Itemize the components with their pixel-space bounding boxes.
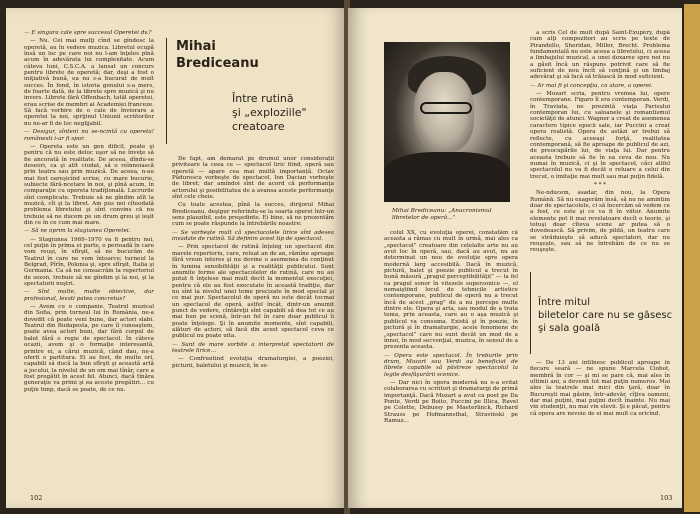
section-heading-line-2: biletelor care nu se găsesc — [538, 310, 673, 321]
photo-caption: Mihai Brediceanu: „Anacronismul libretelor de operă..." — [392, 208, 492, 221]
page-number-left: 102 — [30, 494, 43, 502]
portrait-photo — [384, 42, 510, 202]
portrait-body — [384, 152, 510, 202]
paragraph: — Stagiunea 1969–1970 va fi pentru noi, cel puţin în prima ei parte, o perioadă în care vom reuşi, în sfîrşit, să ne bucurăm de Teatrul în care ne vom întoarce; turneul la Belgrad, Pîrîn, Polonia şi, spre sfîrşit, Italia şi Germania. Ca să ne consacrăm la repertoriul de sezon, trebuie să ne gîndim şi la noi, şi la spectatorii noştri. — [24, 236, 154, 288]
paragraph: — Nu. Cei mai mulţi cînd se gîndesc la operetă, au în vedere muzica. Libretul ocupă însă un loc pe care noi nu l-am înţeles pînă acum în adevărata lui complexitate. Acum câteva luni, C.S.C.A. a lansat un concurs pentru librete de operetă; dar, deşi a fost o iniţiativă bună, ea nu s-a bucurat de mult succes. În fond, în istoria genului s-a mers, de foarte dată, de la librete spre muzică şi nu invers. Librete fără Offenbach, tatăl operetei, erau scrise de membri ai Academiei franceze. Să facă vorbire de o cale de înviorare a operetei la noi, sprijinul Uniunii scriitorilor nu ne-ar fi de loc neglijabil. — [24, 38, 154, 127]
left-column-interview — [24, 30, 154, 478]
interview-question: — Sunt de mare vorbite a interpretat spectatorii de teatrele lirice… — [172, 341, 334, 354]
interview-question: — Sînt multe, multe obiective, dar profesional, levati patea concretus? — [24, 289, 154, 302]
subtitle-line-3: creatoare — [232, 120, 285, 133]
right-column-3 — [530, 360, 670, 482]
interview-question: — Desigur, sînteni nu se-ncintă cu opereta! romănesti i-ar fi spor. — [24, 129, 154, 142]
page-number-right: 103 — [660, 494, 673, 502]
interview-question: — Se vorbeşte mult că spectacolele lirice sînt adesea invadate de rutină. Să definim acest tip de spectacol. — [172, 229, 334, 243]
title-line-2: Brediceanu — [176, 56, 259, 71]
paragraph: colul XX, cu evoluţia operei, constatăm că aceasta a rămas cu mult în urmă, mai ales ca „spectacol” creatoare din celelalte arte nu au avut loc în operă, sau, dacă au avut, nu au determinat un nou de evoluţie spre opera modernă larg accesibilă. Dacă în muzică, pictură, balet şi poezie publicul a trecut în bună măsură „pragul perceptibilităţii” — la fel ca pragul sonor în vitezele supersonice —, el nemaiştiind locul de tehnicile artistice contemporane, publicul de operă nu a trecut încă de acest „prag” de a nu percepe multe dintre ele. Opera şi arta, sau modul de a trata tema, prin aceasta, care au o aşa muzică şi publicul va consuma. Există şi în poezie, în pictură şi în dramaturgie, acele fenomene de „spectacol” care nu sunt decât un mod de a înnoi, în mod secvenţial, muzica, în sensul de a prezenta aceasta. — [384, 230, 518, 351]
article-author-title — [176, 38, 259, 72]
left-page — [6, 8, 346, 508]
paragraph: Ne-nducem, asadar, din nou, la Opera Română. Să nu exagerăm însă, să nu ne amintim doar de spectacolele, ci să încercăm să vedem ce a fost, ce este şi ce va fi în viitor. Anumite elemente pot fi mai revelatoare decît o teorie, şi totuşi doar cîteva scene ar putea să o dovedească. Să privim, de pildă, un teatru care se străduieşte să aducă spectatori, dar nu reuşeşte, sau să ne întrebăm de ce nu se reuşeşte. — [530, 190, 670, 254]
paragraph: De fapt, am demarat pe drumul unor considerații privitoare la ceea ce — spectacol liric fiind, operă sau operetă — apare cea mai multă importanță. Octav Pădurescu vorbeşte de spectacol, Ion Dacian vorbeşte de libret; dar amîndoi sînt de acord că performanţa actorului şi posibilitatea de a avansa aceste performanţe sînt cele cheie. — [172, 156, 334, 201]
section-heading-line-1: Între mitul — [538, 297, 590, 308]
paragraph: — Opereta este un gen dificil, poate şi pentru că nu este deloc uşor să ne înveţe să fie ancorată în realitate. De aceea, dîndu-se deseori, ca şi atît ciudat, să o reînnoiască prin teatru sau prin muzică. De aceea, n-au mai fost oareşicînd scrise, cu mare bucurie, subiecte fără-ncetare în noi, şi pînă acum, în comparaţie cu opereta tradiţională. Lucrurile sînt complicate. Trebuie să ne gîndim atît la muzică, cît şi la libret. Am pus noi cîteodată problema libretului şi sînt convins că nu trebuie să ne ducem pe un drum greu şi ieşit din ce în ce cum mai mare. — [24, 143, 154, 226]
right-column-2 — [530, 30, 670, 262]
portrait-glasses — [420, 102, 472, 114]
paragraph: — Confruntind evoluţia dramaturgiei, a poeziei, picturii, baletului şi muzicii, în se- — [172, 356, 334, 369]
book-edge — [684, 4, 700, 512]
section-heading — [538, 296, 672, 335]
paragraph: — Mozart scria, pentru vremea lui, opere contemporane. Figaro îl era contemporan. Verdi, în Traviata, ne prezintă viaţa Parisului contemporan lui, cu saloanele şi romantismul societăţii de atunci. Wagner a creat de asemenea caractere tipice epocii sale, iar Puccini a creat opera realistă. Opera de astăzi ar trebui să reflecte, cu aceeaşi forţă, realitatea contemporană, să fie aproape de publicul de azi, de preocupările lui, de viaţa lui. Dar pentru aceasta trebuie să fie în ea ceva de nou. Nu numai în muzică, ci şi în spectacol, căci altfel spectacolul nu va fi decât o reluare a celui din trecut, o imitaţie mai mult sau mai puţin fidelă. — [530, 91, 670, 180]
paragraph: Cu toate acestea, pînă la succes, dirijorul Mihai Brediceanu, deşigur referindu-se la soarta operei într-un sens plauzibil, este preşedinte. Ei bine, să ne prezentăm cum se poate răspunde la întrebările noastre: — [172, 202, 334, 228]
title-line-1: Mihai — [176, 39, 216, 54]
subtitle-line-1: Între rutină — [232, 92, 294, 105]
left-column-article — [172, 156, 334, 478]
section-divider — [530, 272, 531, 354]
interview-question: — Să ne oprim la stagiunea Operetei. — [24, 228, 131, 235]
paragraph: — Avem cu o companie. Teatrul muzical din Sofia, prin turneul lui în România, ne-a dovedit că poate veni bune, dar actori slabi. Teatrul din Budapesta, pe care îl cunoaştem, poate avea actori buni, dar fără corpul de balet fără o regie de spectacol. În câteva ocazii, avem şi o formaţie interesantă, printre ei, a cărui muzică, când dau, ne-a oferit o partitura. Ei au fost, de multe ori, capabili să ducă la bun sfîrşit şi această artă a jocului, la nivelul de un om mai tînăr, care a fost pregătit în acest fel. Atunci, dacă tînăra generaţie va primi şi ea aceste pregătiri... cu puţin timp, dacă se poate, de ce nu. — [24, 304, 154, 393]
interview-question: — Opera este spectacol. În treburile prin drum, Mozart sau Verdi au beneficiat de librete capabile să păstreze spectacolul la legile desfăşurării scenice. — [384, 352, 518, 378]
right-column-1 — [384, 230, 518, 492]
paragraph: — Dar nici în opera modernă nu e-a evitat colaborarea cu scriitori şi dramaturgi de primă importanţă. Dacă Mozart a avut ca poet pe Da Ponte, Verdi pe Boito, Puccini pe Illica, Ravel pe Colette, Debussy pe Maeterlinck, Richard Strauss pe Hofmannsthal, Stravinski pe Ramuz... — [384, 379, 518, 424]
subtitle-line-2: şi „exploziile" — [232, 106, 307, 119]
paragraph: — De 13 ani întîlnesc publicul aproape în fiecare seară — ne spune Marcela Ciobot, membră în cor — şi mi se pare că, mai ales în ultimii ani, a devenit tot mai puţin numeros. Mai ales la teatrele mai mici din ţară, doar în Bucureşti mai găsim, într-adevăr, cîţiva oameni, dar mai puţini, mai puţini decît înainte. Nu mai vin studenţii, nu mai vin elevii. Şi e păcat, pentru că opera are nevoie de ei mai mult ca oricînd. — [530, 360, 670, 417]
interview-question: — Ar mai fi şi concepţia, ca atare, a operei. — [530, 82, 653, 89]
paragraph: a scris Cel de mult după Saint-Exupéry, după cum alţi compozitori au scris pe texte de Pirandello, Sheridan, Miller, Brecht. Problema fundamentală nu este aceea a libretului, ci aceea a limbajului muzical, a unei doxaree spre noi nu a găsit încă un răspuns potrivit care să fie suficient de nou încît să conţină şi un limbaj adevărat şi să facă să trăiască în mod suficient. — [530, 30, 670, 81]
interview-question: — E singura cale spre succesul Operetei dv.? — [24, 30, 152, 36]
right-page — [348, 8, 682, 508]
article-subtitle — [232, 92, 307, 134]
paragraph: — Prin spectacol de rutină înţeleg un spectacol din marele repertoriu, care, reluat an de an, rămîne aproape fără vreun interes şi nu devine o asemenea de conţinut în lumina sensibilităţii şi a realităţii publicului. Sunt anumite forme ale spectacolelor de rutină, care nu au putut fi înţelese mai mult decît la momentul execuţiei, pentru că ele au fost executate în această tradiţie, dar nu sînt la nivelul unei teme precizate în mod special şi ce mai pur. Spectacolul de operă nu este decât tocmai un spectacol de operă, astfel încât, dintr-un anumit punct de vedere, cîntăreţii sînt capabili să dea tot ce au mai bun pe scenă, într-un fel în care doar publicul îi poate înţelege. Şi în anumite momente, sînt capabili, alături de actori, să facă din acest spectacol ceva ce publicul nu poate uita. — [172, 244, 334, 340]
title-divider — [166, 38, 167, 144]
paragraph: * * * — [594, 181, 606, 188]
section-heading-line-3: şi sala goală — [538, 323, 601, 334]
